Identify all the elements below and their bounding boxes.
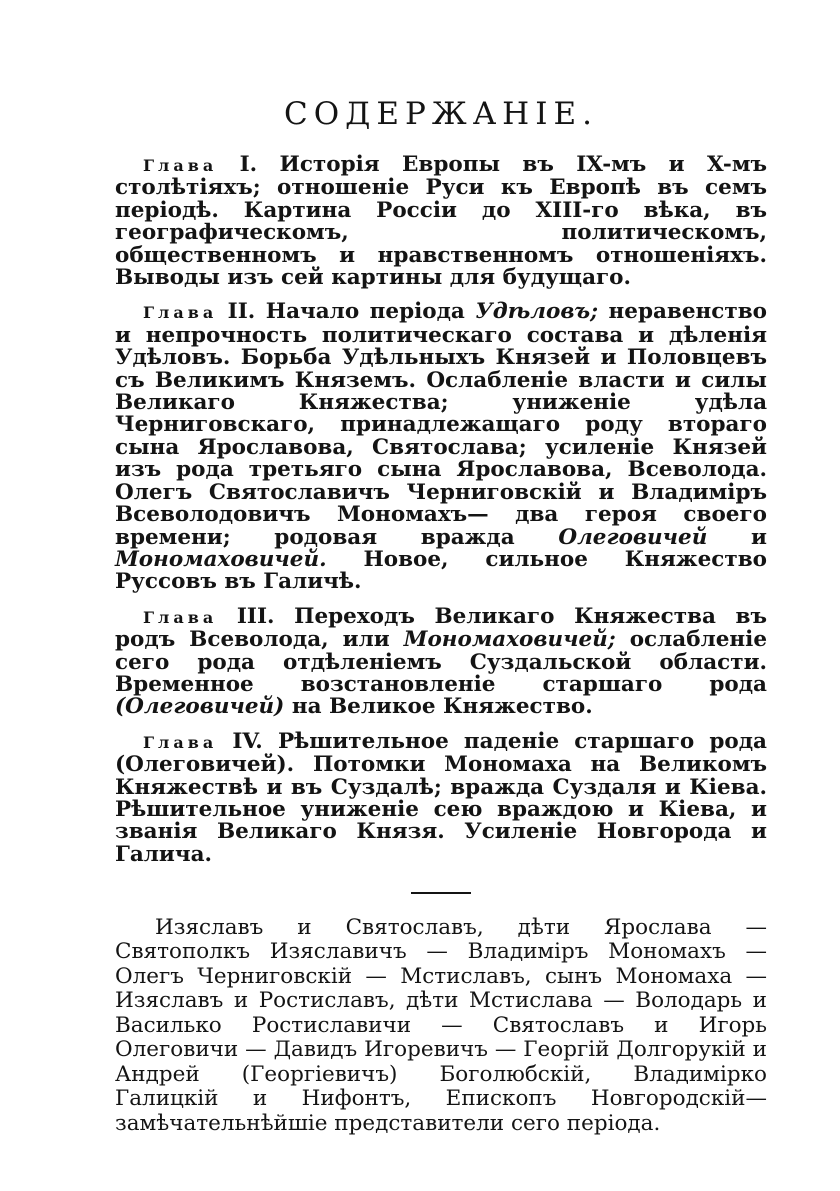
chapter-text: неравенство и непрочность политическаго состава и дѣленія Удѣловъ. Борьба Удѣльныхъ Князей и Половцевъ съ Великимъ Княземъ. Ослабленіе власти и силы Великаго Княжества; униженіе удѣла Черниговскаго, принадлежащаго роду втораго сына Ярославова, Святослава; усиленіе Князей изъ рода третьяго сына Ярославова, Всеволода. Олегъ Святославичъ Черниговскій и Владиміръ Всеволодовичъ Мономахъ— два героя своего времени; родовая вражда (115, 299, 767, 550)
chapter-text: Начало періода (265, 299, 476, 325)
chapter-text: Новое, сильное Княжество Руссовъ въ Галичѣ. (115, 546, 767, 595)
persons-list: Изяславъ и Святославъ, дѣти Ярослава — Святополкъ Изяславичъ — Владиміръ Мономахъ — Олегъ Черниговскій — Мстиславъ, сынъ Мономаха — Изяславъ и Ростиславъ, дѣти Мстислава — Володарь и Василько Ростиславичи — Святославъ и Игорь Олеговичи — Давидъ Игоревичъ — Георгій Долгорукій и Андрей (Георгіевичъ) Боголюбскій, Владимірко Галицкій и Нифонтъ, Епископъ Новгородскій— замѣчательнѣйшіе представители сего періода. (115, 914, 767, 1136)
chapter-label: Глава (143, 156, 218, 175)
chapter-emphasis: Олеговичей (558, 524, 708, 550)
chapter-text: ослабленіе сего рода отдѣленіемъ Суздальской области. Временное возстановленіе старшаго рода (115, 627, 767, 697)
chapter-text: и (707, 524, 767, 550)
chapter-entry (115, 728, 767, 867)
chapter-entry (115, 301, 767, 593)
chapter-emphasis: Мономаховичей; (403, 627, 616, 653)
chapter-label: Глава (143, 607, 218, 627)
chapter-label: Глава (143, 732, 218, 752)
chapter-label: Глава (143, 303, 218, 323)
chapter-number: II. (227, 299, 256, 325)
page-title: СОДЕРЖАНІЕ. (284, 96, 598, 132)
chapter-text: Рѣшительное паденіе старшаго рода (Олеговичей). Потомки Мономаха на Великомъ Княжествѣ и въ Суздалѣ; вражда Суздаля и Кіева. Рѣшительное униженіе сею враждою и Кіева, и званія Великаго Князя. Усиленіе Новгорода и Галича. (115, 728, 767, 867)
chapter-entry (115, 154, 767, 289)
chapter-text: на Великое Княжество. (284, 694, 593, 720)
chapter-emphasis: (Олеговичей) (115, 694, 285, 720)
chapter-number: I. (239, 152, 258, 177)
chapter-emphasis: Удѣловъ; (475, 299, 599, 325)
chapter-emphasis: Мономаховичей. (115, 546, 327, 572)
chapter-number: III. (236, 603, 275, 629)
chapter-list (115, 154, 767, 866)
divider (411, 892, 471, 894)
chapter-entry (115, 603, 767, 720)
chapter-text: Переходъ Великаго Княжества въ родъ Всеволода, или (115, 603, 767, 653)
document-page (115, 96, 767, 1158)
chapter-number: IV. (232, 728, 263, 754)
chapter-text: Исторія Европы въ IX-мъ и X-мъ столѣтіяхъ; отношеніе Руси къ Европѣ въ семъ періодѣ. Картина Россіи до XIII-го вѣка, въ географическомъ, политическомъ, общественномъ и нравственномъ отношеніяхъ. Выводы изъ сей картины для будущаго. (115, 152, 767, 291)
